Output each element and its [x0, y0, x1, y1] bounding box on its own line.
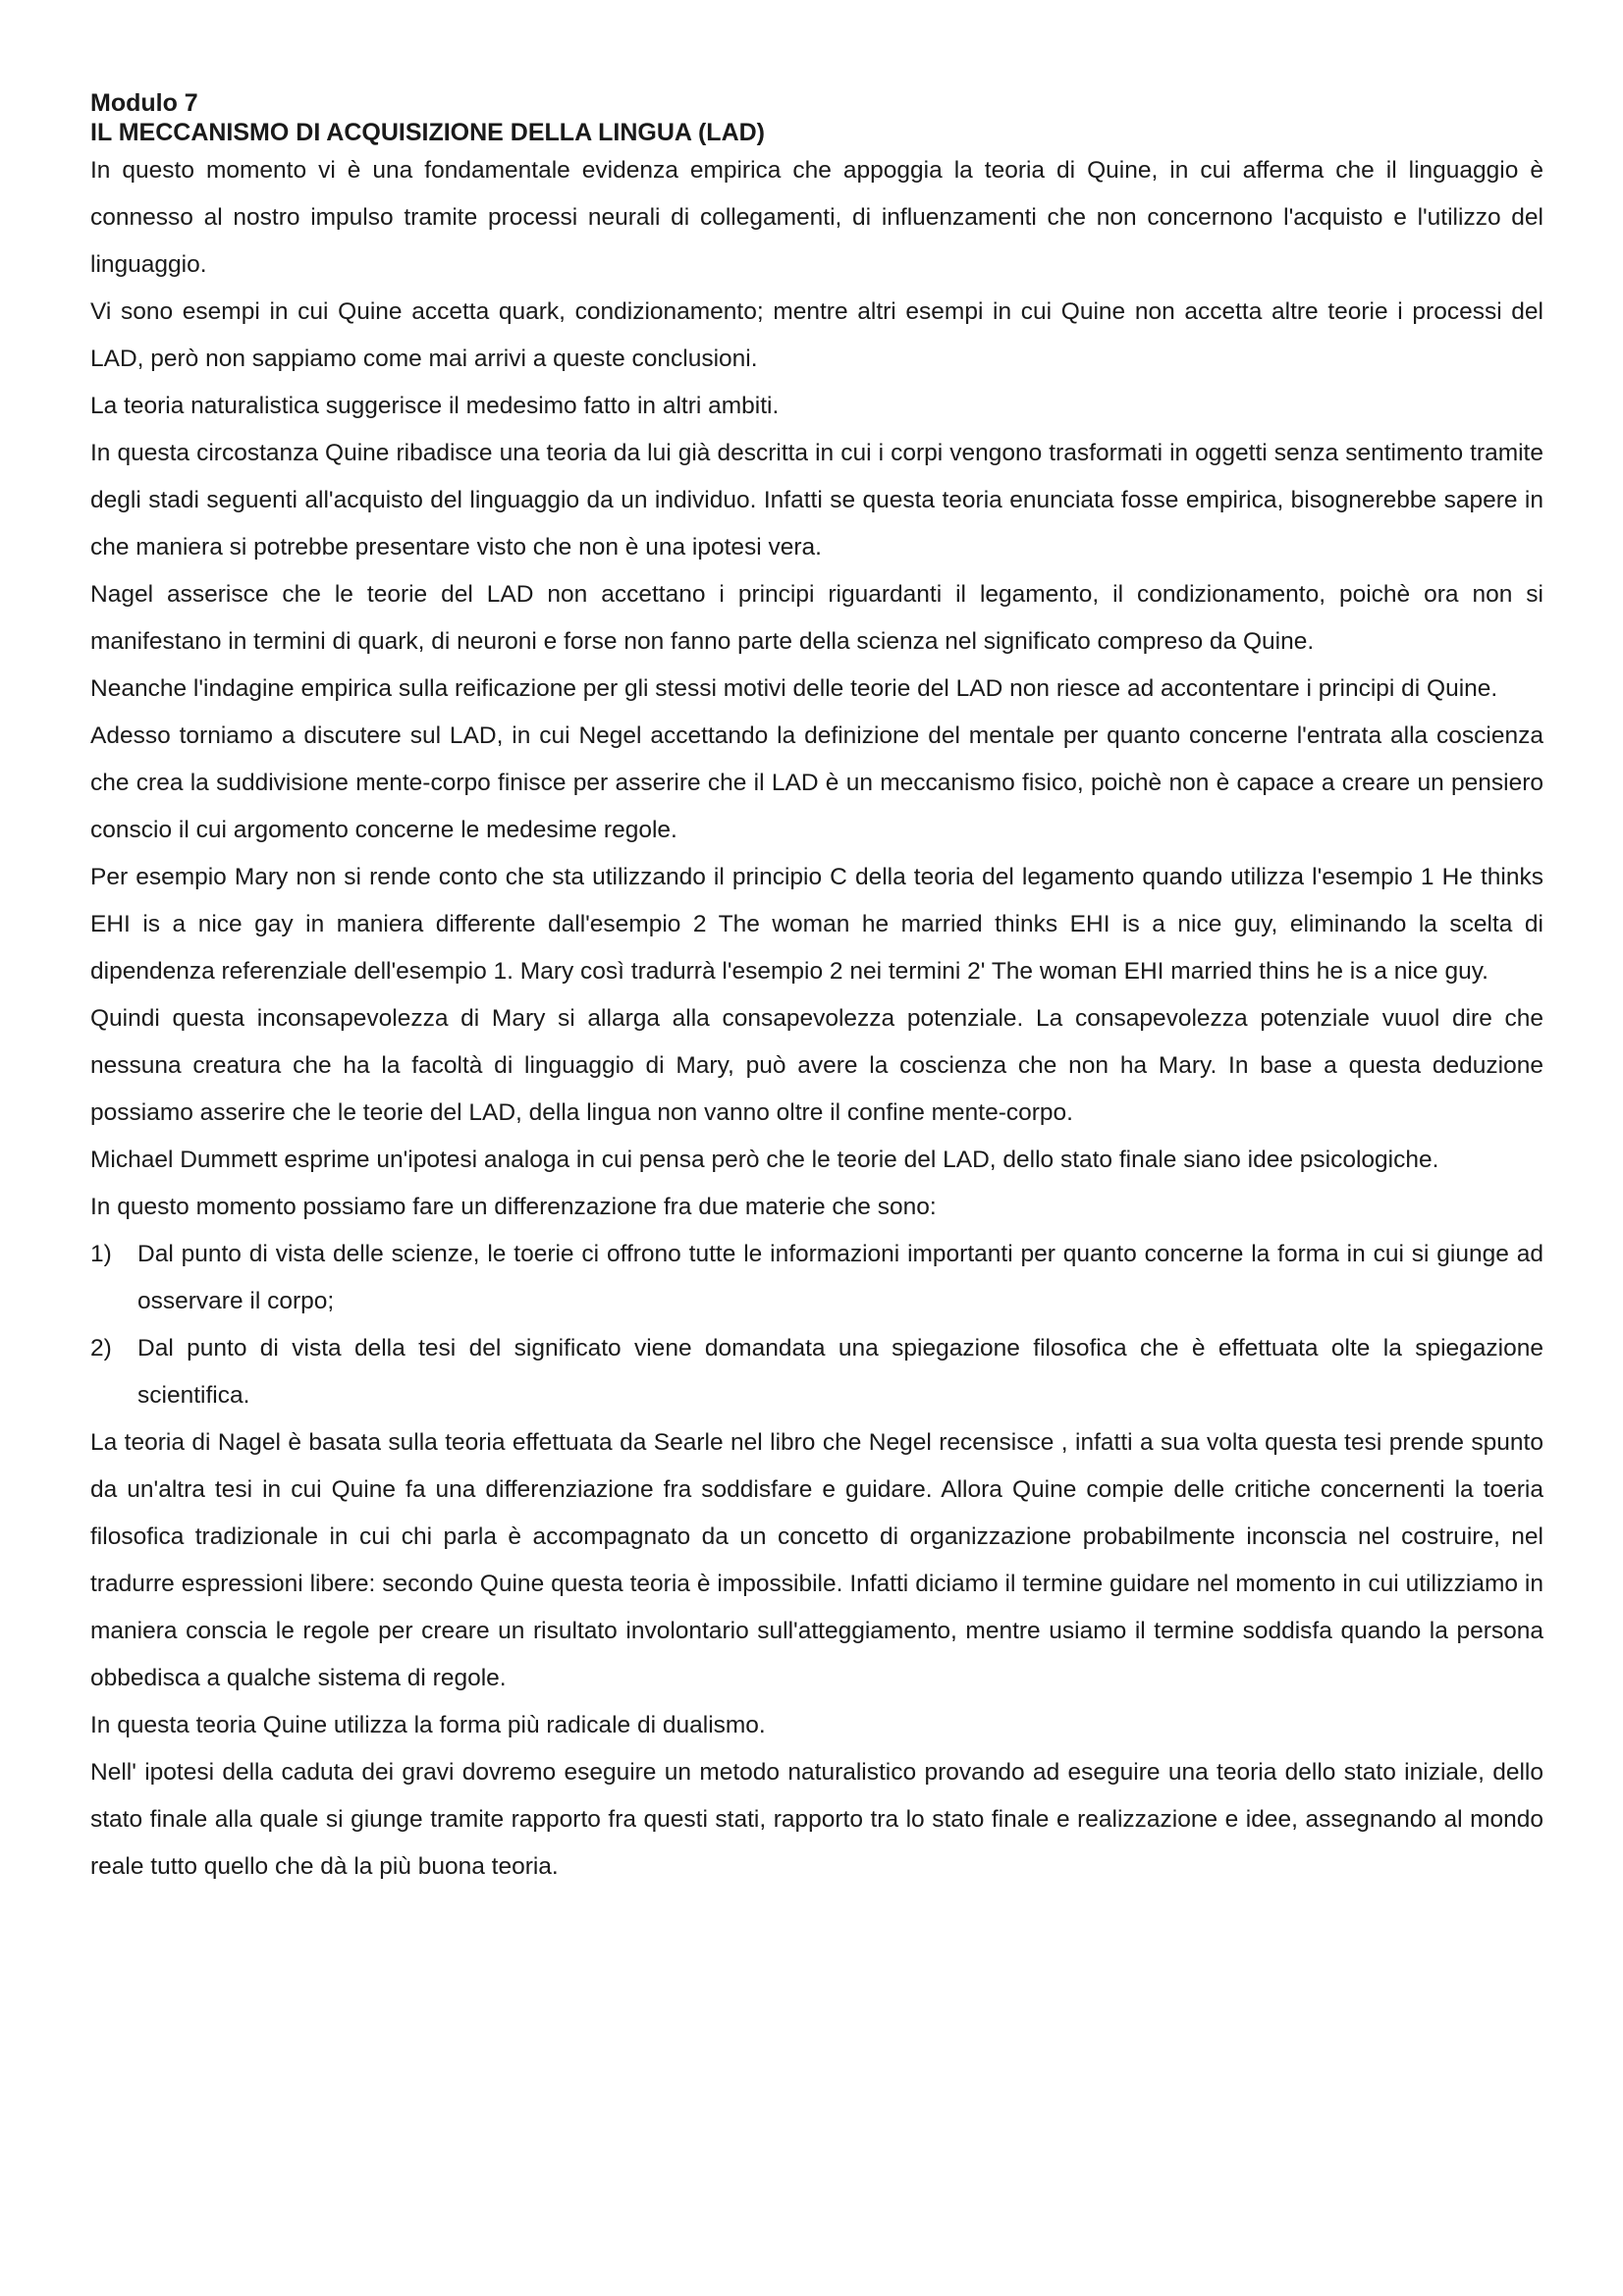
paragraph: Vi sono esempi in cui Quine accetta quark, condizionamento; mentre altri esempi in cui Quine non accetta altre teorie i processi del LAD, però non sappiamo come mai arrivi a queste conclusioni. [90, 298, 1543, 372]
paragraph: In questa circostanza Quine ribadisce una teoria da lui già descritta in cui i corpi vengono trasformati in oggetti senza sentimento tramite degli stadi seguenti all'acquisto del linguaggio da un individuo. Infatti se questa teoria enunciata fosse empirica, bisognerebbe sapere in che maniera si potrebbe presentare visto che non è una ipotesi vera. [90, 440, 1543, 561]
paragraph: In questo momento vi è una fondamentale evidenza empirica che appoggia la teoria di Quine, in cui afferma che il linguaggio è connesso al nostro impulso tramite processi neurali di collegamenti, di influenzamenti che non concernono l'acquisto e l'utilizzo del linguaggio. [90, 157, 1543, 278]
paragraph: Nagel asserisce che le teorie del LAD non accettano i principi riguardanti il legamento, il condizionamento, poichè ora non si manifestano in termini di quark, di neuroni e forse non fanno parte della scienza nel significato compreso da Quine. [90, 581, 1543, 655]
module-label: Modulo 7 [90, 89, 198, 117]
numbered-list [90, 1231, 1543, 1419]
paragraph: Per esempio Mary non si rende conto che sta utilizzando il principio C della teoria del legamento quando utilizza l'esempio 1 He thinks EHI is a nice gay in maniera differente dall'esempio 2 The woman he married thinks EHI is a nice guy, eliminando la scelta di dipendenza referenziale dell'esempio 1. Mary così tradurrà l'esempio 2 nei termini 2' The woman EHI married thins he is a nice guy. [90, 864, 1543, 985]
list-item-text: Dal punto di vista delle scienze, le toerie ci offrono tutte le informazioni importanti per quanto concerne la forma in cui si giunge ad osservare il corpo; [137, 1241, 1543, 1314]
paragraph: In questa teoria Quine utilizza la forma più radicale di dualismo. [90, 1712, 766, 1738]
paragraph: La teoria di Nagel è basata sulla teoria effettuata da Searle nel libro che Negel recensisce , infatti a sua volta questa tesi prende spunto da un'altra tesi in cui Quine fa una differenziazione fra soddisfare e guidare. Allora Quine compie delle critiche concernenti la toeria filosofica tradizionale in cui chi parla è accompagnato da un concetto di organizzazione probabilmente inconscia nel costruire, nel tradurre espressioni libere: secondo Quine questa teoria è impossibile. Infatti diciamo il termine guidare nel momento in cui utilizziamo in maniera conscia le regole per creare un risultato involontario sull'atteggiamento, mentre usiamo il termine soddisfa quando la persona obbedisca a qualche sistema di regole. [90, 1429, 1543, 1691]
list-item [90, 1325, 1543, 1419]
list-item-text: Dal punto di vista della tesi del significato viene domandata una spiegazione filosofica che è effettuata olte la spiegazione scientifica. [137, 1335, 1543, 1409]
document-page [90, 88, 1543, 1891]
paragraph: Adesso torniamo a discutere sul LAD, in cui Negel accettando la definizione del mentale per quanto concerne l'entrata alla coscienza che crea la suddivisione mente-corpo finisce per asserire che il LAD è un meccanismo fisico, poichè non è capace a creare un pensiero conscio il cui argomento concerne le medesime regole. [90, 722, 1543, 843]
paragraph: Nell' ipotesi della caduta dei gravi dovremo eseguire un metodo naturalistico provando ad eseguire una teoria dello stato iniziale, dello stato finale alla quale si giunge tramite rapporto fra questi stati, rapporto tra lo stato finale e realizzazione e idee, assegnando al mondo reale tutto quello che dà la più buona teoria. [90, 1759, 1543, 1880]
paragraph: La teoria naturalistica suggerisce il medesimo fatto in altri ambiti. [90, 393, 780, 419]
list-item [90, 1231, 1543, 1325]
paragraph: In questo momento possiamo fare un differenzazione fra due materie che sono: [90, 1194, 937, 1220]
list-marker: 1) [90, 1241, 112, 1267]
paragraph: Michael Dummett esprime un'ipotesi analoga in cui pensa però che le teorie del LAD, dello stato finale siano idee psicologiche. [90, 1147, 1439, 1173]
list-marker: 2) [90, 1335, 112, 1362]
document-title: IL MECCANISMO DI ACQUISIZIONE DELLA LINGUA (LAD) [90, 119, 766, 146]
paragraph: Neanche l'indagine empirica sulla reificazione per gli stessi motivi delle teorie del LAD non riesce ad accontentare i principi di Quine. [90, 675, 1498, 702]
paragraph: Quindi questa inconsapevolezza di Mary si allarga alla consapevolezza potenziale. La consapevolezza potenziale vuuol dire che nessuna creatura che ha la facoltà di linguaggio di Mary, può avere la coscienza che non ha Mary. In base a questa deduzione possiamo asserire che le teorie del LAD, della lingua non vanno oltre il confine mente-corpo. [90, 1005, 1543, 1126]
